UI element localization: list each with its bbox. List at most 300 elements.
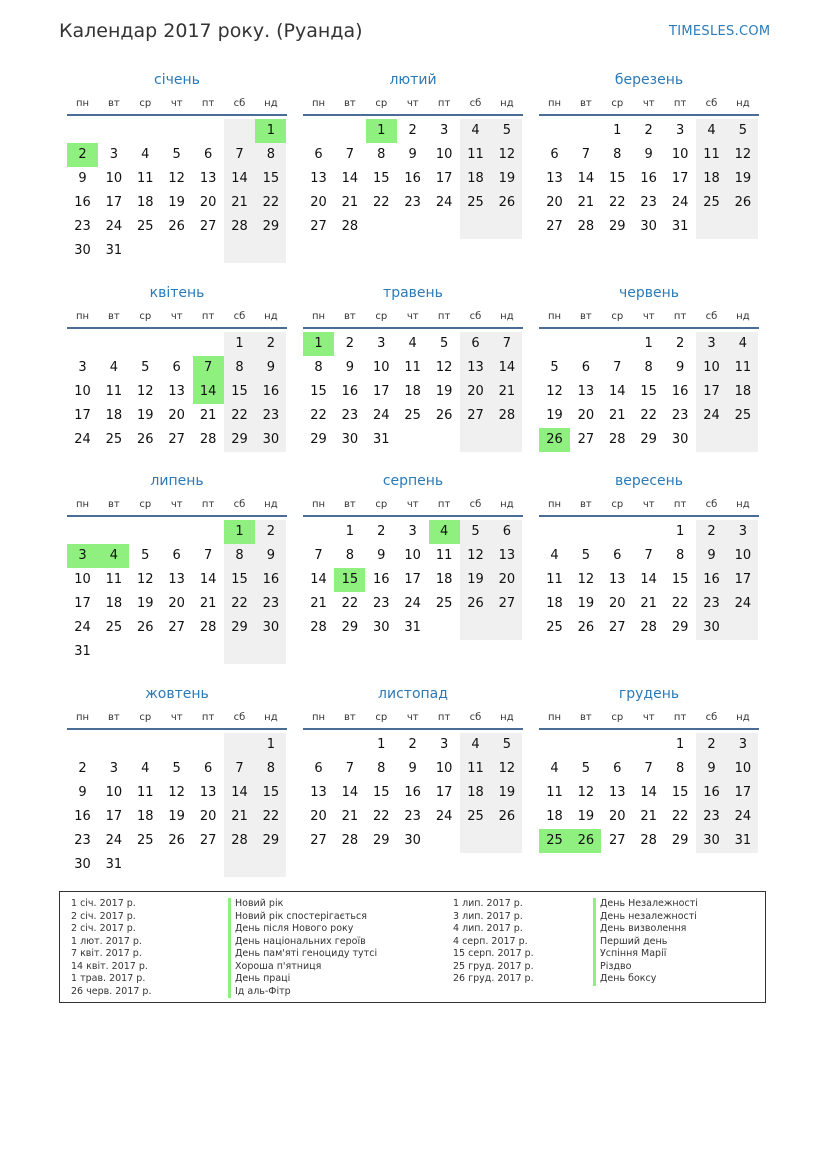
day: 3 (675, 123, 685, 138)
month-rule (539, 114, 759, 116)
day: 31 (105, 243, 123, 258)
holiday-day: 26 (570, 829, 601, 853)
weekday-header: сб (233, 712, 246, 723)
weekday-header: сб (469, 311, 482, 322)
day: 28 (609, 432, 626, 447)
day: 10 (727, 544, 758, 568)
weekday-header: сб (705, 98, 718, 109)
day: 15 (671, 785, 689, 800)
day: 10 (435, 761, 453, 776)
day: 16 (74, 809, 91, 824)
day: 19 (137, 596, 154, 611)
weekday-header: сб (469, 712, 482, 723)
site-link[interactable]: TIMESLES.COM (669, 24, 771, 39)
day: 5 (141, 360, 150, 375)
day: 20 (577, 408, 595, 423)
day: 19 (546, 408, 563, 423)
day: 30 (255, 616, 286, 640)
day: 17 (74, 408, 91, 423)
day: 2 (696, 733, 727, 757)
day: 20 (168, 596, 185, 611)
weekday-header: чт (642, 98, 655, 109)
day: 16 (341, 384, 359, 399)
day: 4 (141, 147, 150, 162)
day: 22 (671, 809, 689, 824)
weekend-empty (224, 733, 255, 757)
month-name: жовтень (145, 686, 209, 702)
day: 29 (310, 432, 327, 447)
day: 30 (404, 833, 421, 848)
day: 17 (727, 781, 758, 805)
day: 5 (581, 761, 591, 776)
day: 6 (203, 761, 213, 776)
weekday-header: нд (500, 712, 514, 723)
day: 10 (671, 147, 689, 162)
legend-holiday-name: Перший день (593, 936, 698, 949)
day: 4 (696, 119, 727, 143)
legend-holiday-name: День Незалежності (593, 898, 698, 911)
day: 27 (546, 219, 563, 234)
day: 14 (640, 785, 657, 800)
day: 11 (727, 356, 758, 380)
day: 12 (460, 544, 491, 568)
day: 17 (696, 380, 727, 404)
day: 12 (168, 785, 185, 800)
weekday-header: нд (736, 712, 750, 723)
weekend-empty (255, 853, 286, 877)
day: 30 (74, 857, 91, 872)
day: 5 (439, 336, 449, 351)
weekday-header: пт (673, 499, 687, 510)
day: 2 (345, 336, 355, 351)
day: 19 (460, 568, 491, 592)
day: 16 (74, 195, 91, 210)
day: 8 (345, 548, 355, 563)
legend-date: 26 груд. 2017 р. (453, 973, 534, 984)
day: 14 (199, 572, 217, 587)
day: 27 (168, 620, 185, 635)
day: 17 (727, 568, 758, 592)
day: 24 (435, 809, 453, 824)
month-rule (303, 515, 523, 517)
month-name: липень (150, 473, 204, 489)
day: 7 (345, 761, 355, 776)
month-rule (303, 327, 523, 329)
day: 26 (168, 833, 185, 848)
weekday-header: пн (311, 311, 326, 322)
day: 6 (172, 360, 181, 375)
day: 23 (696, 592, 727, 616)
day: 14 (640, 572, 657, 587)
day: 17 (404, 572, 421, 587)
day: 2 (644, 123, 653, 138)
weekday-header: пт (437, 712, 451, 723)
weekday-header: вт (580, 311, 592, 322)
weekday-header: пн (75, 499, 90, 510)
weekend-empty (727, 215, 758, 239)
legend-holiday-name: День незалежності (593, 911, 698, 924)
legend-date: 1 трав. 2017 р. (71, 973, 146, 984)
month-rule (67, 114, 287, 116)
day: 27 (609, 620, 626, 635)
legend-date: 1 лют. 2017 р. (71, 935, 142, 947)
day: 27 (491, 592, 522, 616)
day: 4 (550, 761, 559, 776)
day: 23 (373, 596, 390, 611)
day: 7 (203, 548, 213, 563)
day: 22 (255, 805, 286, 829)
day: 3 (727, 733, 758, 757)
day: 13 (609, 572, 626, 587)
day: 2 (408, 123, 417, 138)
day: 11 (546, 572, 563, 587)
weekday-header: пт (201, 311, 215, 322)
day: 20 (460, 380, 491, 404)
weekend-empty (696, 428, 727, 452)
day: 27 (168, 432, 185, 447)
day: 26 (491, 191, 522, 215)
day: 6 (581, 360, 591, 375)
day: 12 (435, 360, 453, 375)
day: 20 (168, 408, 185, 423)
day: 21 (310, 596, 327, 611)
day: 21 (224, 191, 255, 215)
day: 14 (491, 356, 522, 380)
day: 26 (435, 408, 453, 423)
weekday-header: чт (170, 311, 183, 322)
day: 4 (460, 119, 491, 143)
day: 21 (491, 380, 522, 404)
day: 7 (224, 143, 255, 167)
holiday-day: 2 (67, 143, 98, 167)
day: 16 (255, 380, 286, 404)
day: 7 (491, 332, 522, 356)
weekday-header: сб (469, 98, 482, 109)
weekday-header: вт (108, 712, 120, 723)
day: 15 (671, 572, 689, 587)
legend-date: 26 черв. 2017 р. (71, 985, 152, 997)
day: 10 (404, 548, 421, 563)
day: 3 (439, 123, 449, 138)
legend-holiday-name: Новий рік спостерігається (228, 911, 377, 924)
legend-date: 2 січ. 2017 р. (71, 910, 136, 922)
day: 16 (404, 171, 421, 186)
weekday-header: нд (736, 499, 750, 510)
day: 18 (435, 572, 453, 587)
weekday-header: ср (375, 499, 388, 510)
weekday-header: вт (108, 499, 120, 510)
day: 22 (671, 596, 689, 611)
day: 26 (577, 620, 595, 635)
weekday-header: ср (611, 499, 624, 510)
day: 4 (109, 360, 119, 375)
holiday-day: 15 (334, 568, 365, 592)
day: 21 (199, 596, 217, 611)
weekday-header: пт (673, 98, 687, 109)
day: 5 (727, 119, 758, 143)
weekday-header: вт (344, 311, 356, 322)
legend-date: 7 квіт. 2017 р. (71, 948, 142, 959)
legend-holiday-name: Хороша п'ятниця (228, 961, 377, 974)
day: 15 (373, 785, 390, 800)
weekend-empty (255, 239, 286, 263)
month-name: вересень (614, 473, 684, 489)
day: 2 (408, 737, 417, 752)
day: 29 (640, 432, 657, 447)
holiday-day: 25 (539, 829, 570, 853)
day: 20 (546, 195, 563, 210)
legend-holiday-name: Успіння Марії (593, 948, 698, 961)
day: 22 (310, 408, 327, 423)
day: 17 (435, 785, 453, 800)
day: 31 (373, 432, 390, 447)
legend-holiday-name: День праці (228, 973, 377, 986)
weekday-header: ср (611, 311, 624, 322)
weekend-empty (491, 829, 522, 853)
weekday-header: сб (705, 712, 718, 723)
weekday-header: пн (311, 499, 326, 510)
day: 22 (373, 195, 390, 210)
weekday-header: ср (139, 712, 152, 723)
legend-names-col1 (228, 898, 377, 998)
day: 18 (460, 167, 491, 191)
day: 24 (727, 592, 758, 616)
day: 21 (609, 408, 626, 423)
day: 18 (105, 596, 123, 611)
day: 20 (199, 809, 217, 824)
day: 29 (224, 616, 255, 640)
day: 13 (609, 785, 626, 800)
day: 9 (78, 785, 87, 800)
day: 7 (644, 761, 653, 776)
day: 5 (172, 147, 181, 162)
weekday-header: вт (580, 712, 592, 723)
day: 13 (199, 785, 217, 800)
day: 6 (613, 761, 622, 776)
day: 16 (696, 781, 727, 805)
day: 23 (74, 219, 91, 234)
day: 18 (546, 809, 563, 824)
day: 3 (78, 360, 87, 375)
day: 13 (168, 572, 185, 587)
day: 27 (460, 404, 491, 428)
weekday-header: нд (736, 98, 750, 109)
day: 9 (255, 544, 286, 568)
month-name: травень (383, 285, 443, 301)
weekend-empty (460, 829, 491, 853)
day: 6 (203, 147, 213, 162)
day: 9 (377, 548, 386, 563)
day: 5 (491, 733, 522, 757)
day: 3 (439, 737, 449, 752)
day: 7 (314, 548, 323, 563)
day: 21 (640, 809, 657, 824)
day: 22 (255, 191, 286, 215)
day: 13 (546, 171, 563, 186)
weekday-header: пт (437, 499, 451, 510)
day: 2 (255, 520, 286, 544)
day: 13 (199, 171, 217, 186)
weekday-header: нд (500, 98, 514, 109)
weekday-header: пт (673, 311, 687, 322)
day: 3 (377, 336, 386, 351)
day: 4 (727, 332, 758, 356)
weekday-header: нд (264, 98, 278, 109)
day: 25 (404, 408, 421, 423)
day: 24 (373, 408, 390, 423)
legend-dates-col1 (71, 898, 151, 998)
page-title: Календар 2017 року. (Руанда) (59, 20, 363, 42)
day: 12 (727, 143, 758, 167)
holiday-day: 4 (98, 544, 129, 568)
day: 30 (696, 829, 727, 853)
day: 24 (105, 219, 123, 234)
day: 26 (137, 620, 154, 635)
day: 13 (491, 544, 522, 568)
day: 18 (137, 195, 154, 210)
weekday-header: нд (264, 499, 278, 510)
weekday-header: пн (547, 712, 562, 723)
day: 16 (373, 572, 390, 587)
day: 17 (105, 195, 123, 210)
weekend-empty (491, 428, 522, 452)
day: 23 (696, 805, 727, 829)
day: 11 (546, 785, 563, 800)
day: 5 (172, 761, 181, 776)
day: 4 (408, 336, 417, 351)
day: 26 (727, 191, 758, 215)
day: 14 (341, 171, 359, 186)
day: 15 (224, 380, 255, 404)
day: 8 (224, 356, 255, 380)
day: 5 (491, 119, 522, 143)
day: 14 (310, 572, 327, 587)
day: 12 (137, 572, 154, 587)
day: 8 (255, 143, 286, 167)
day: 2 (675, 336, 685, 351)
month-rule (303, 728, 523, 730)
holiday-day: 26 (539, 428, 570, 452)
day: 9 (696, 757, 727, 781)
weekend-empty (491, 215, 522, 239)
day: 27 (577, 432, 595, 447)
day: 11 (435, 548, 453, 563)
weekend-empty (727, 428, 758, 452)
day: 6 (460, 332, 491, 356)
day: 29 (224, 428, 255, 452)
holiday-day: 1 (224, 520, 255, 544)
day: 15 (373, 171, 390, 186)
weekday-header: ср (139, 311, 152, 322)
day: 21 (224, 805, 255, 829)
day: 9 (408, 761, 417, 776)
day: 17 (373, 384, 390, 399)
weekday-header: вт (344, 712, 356, 723)
day: 24 (671, 195, 689, 210)
day: 6 (314, 761, 323, 776)
weekday-header: пн (311, 712, 326, 723)
holiday-day: 3 (67, 544, 98, 568)
day: 10 (727, 757, 758, 781)
day: 25 (137, 219, 154, 234)
day: 2 (696, 520, 727, 544)
day: 28 (224, 829, 255, 853)
day: 29 (341, 620, 359, 635)
weekday-header: пт (437, 98, 451, 109)
day: 15 (640, 384, 657, 399)
day: 20 (310, 809, 327, 824)
day: 24 (696, 404, 727, 428)
day: 11 (404, 360, 421, 375)
day: 12 (137, 384, 154, 399)
weekday-header: пн (547, 98, 562, 109)
day: 8 (314, 360, 323, 375)
day: 6 (550, 147, 559, 162)
day: 9 (696, 544, 727, 568)
day: 18 (546, 596, 563, 611)
weekend-empty (255, 640, 286, 664)
day: 9 (255, 356, 286, 380)
weekday-header: вт (108, 311, 120, 322)
day: 1 (377, 737, 386, 752)
weekend-empty (491, 616, 522, 640)
day: 18 (696, 167, 727, 191)
day: 5 (460, 520, 491, 544)
month-name: листопад (378, 686, 448, 702)
day: 7 (224, 757, 255, 781)
weekday-header: сб (233, 499, 246, 510)
day: 9 (408, 147, 417, 162)
day: 28 (577, 219, 595, 234)
day: 22 (224, 592, 255, 616)
day: 30 (373, 620, 390, 635)
day: 1 (613, 123, 622, 138)
weekend-empty (727, 616, 758, 640)
weekday-header: чт (170, 98, 183, 109)
day: 1 (675, 737, 685, 752)
month-name: квітень (149, 285, 205, 301)
day: 13 (577, 384, 595, 399)
day: 21 (640, 596, 657, 611)
day: 29 (609, 219, 626, 234)
day: 23 (671, 408, 689, 423)
day: 29 (671, 833, 689, 848)
day: 10 (105, 785, 123, 800)
day: 12 (491, 757, 522, 781)
holiday-day: 4 (429, 520, 460, 544)
day: 13 (168, 384, 185, 399)
holiday-legend (59, 891, 766, 1003)
day: 28 (199, 620, 217, 635)
day: 19 (435, 384, 453, 399)
day: 22 (341, 596, 359, 611)
day: 10 (435, 147, 453, 162)
day: 31 (671, 219, 689, 234)
weekend-empty (460, 616, 491, 640)
day: 11 (137, 171, 154, 186)
weekday-header: пн (75, 311, 90, 322)
weekday-header: нд (264, 311, 278, 322)
day: 30 (74, 243, 91, 258)
legend-holiday-name: День національних героїв (228, 936, 377, 949)
day: 27 (310, 219, 327, 234)
day: 28 (310, 620, 327, 635)
day: 24 (105, 833, 123, 848)
day: 30 (341, 432, 359, 447)
day: 12 (491, 143, 522, 167)
day: 31 (727, 829, 758, 853)
day: 16 (640, 171, 657, 186)
